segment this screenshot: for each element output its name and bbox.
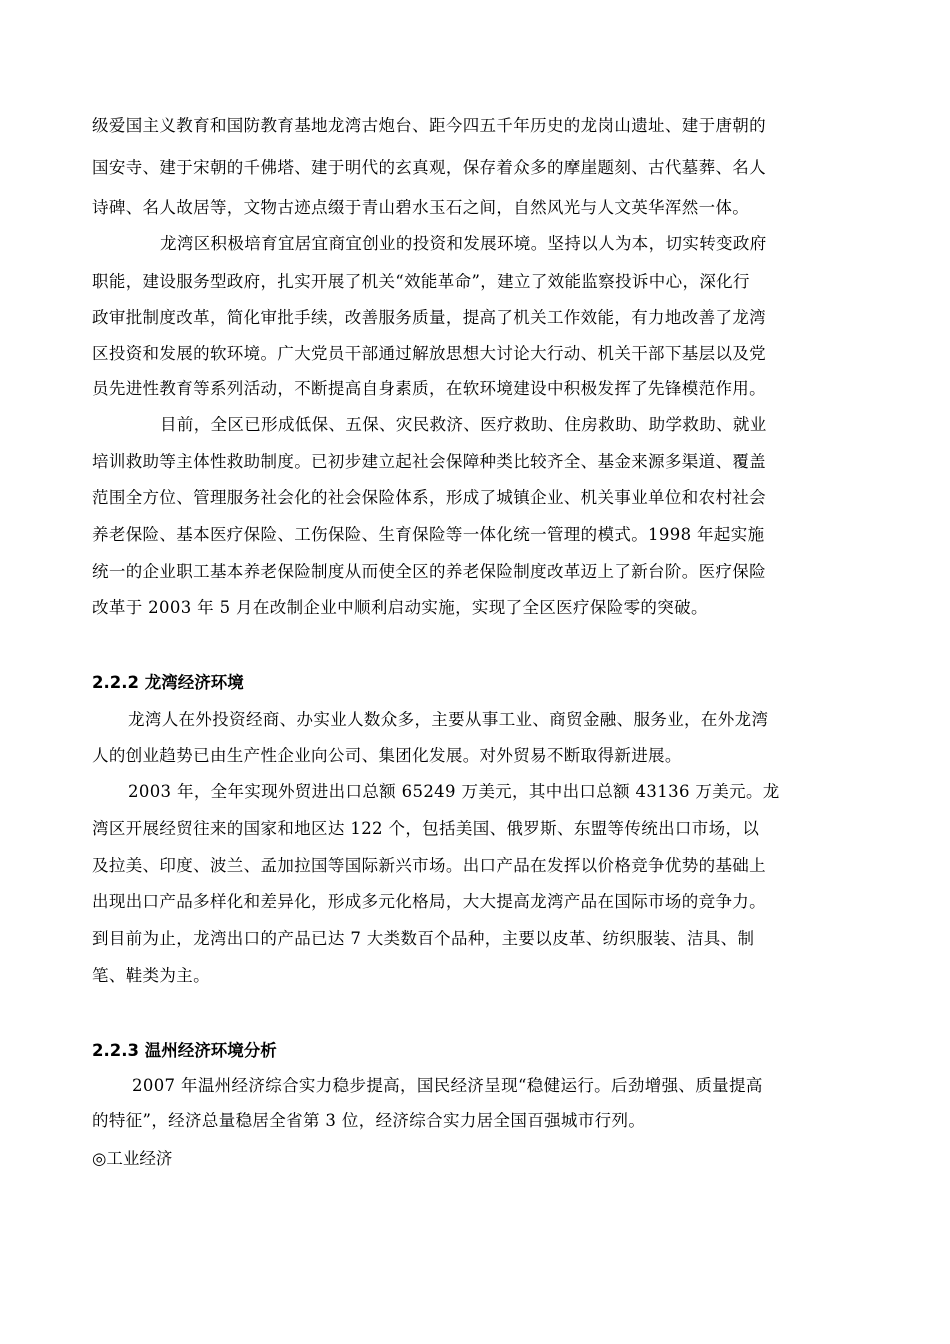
paragraph-line: 养老保险、基本医疗保险、工伤保险、生育保险等一体化统一管理的模式。1998 年起实施 (92, 525, 765, 544)
paragraph-line: 人的创业趋势已由生产性企业向公司、集团化发展。对外贸易不断取得新进展。 (92, 746, 682, 765)
paragraph-line: 目前，全区已形成低保、五保、灾民救济、医疗救助、住房救助、助学救助、就业 (160, 415, 767, 434)
paragraph-line: 改革于 2003 年 5 月在改制企业中顺利启动实施，实现了全区医疗保险零的突破。 (92, 598, 708, 617)
paragraph-line: 培训救助等主体性救助制度。已初步建立起社会保障种类比较齐全、基金来源多渠道、覆盖 (92, 452, 766, 471)
paragraph-line: 到目前为止，龙湾出口的产品已达 7 大类数百个品种，主要以皮革、纺织服装、洁具、制 (92, 929, 755, 948)
paragraph-line: 区投资和发展的软环境。广大党员干部通过解放思想大讨论大行动、机关干部下基层以及党 (92, 344, 766, 363)
paragraph-line: 2003 年，全年实现外贸进出口总额 65249 万美元，其中出口总额 43136 万美元。龙 (128, 782, 780, 801)
section-heading-2-2-3: 2.2.3 温州经济环境分析 (92, 1041, 277, 1060)
bullet-heading-industrial-economy: ◎工业经济 (92, 1149, 173, 1168)
paragraph-line: 湾区开展经贸往来的国家和地区达 122 个，包括美国、俄罗斯、东盟等传统出口市场，以 (92, 819, 760, 838)
section-heading-2-2-2: 2.2.2 龙湾经济环境 (92, 673, 244, 692)
paragraph-line: 员先进性教育等系列活动，不断提高自身素质，在软环境建设中积极发挥了先锋模范作用。 (92, 379, 766, 398)
paragraph-line: 职能，建设服务型政府，扎实开展了机关“效能革命”，建立了效能监察投诉中心，深化行 (92, 272, 750, 291)
paragraph-line: 统一的企业职工基本养老保险制度从而使全区的养老保险制度改革迈上了新台阶。医疗保险 (92, 562, 766, 581)
paragraph-line: 2007 年温州经济综合实力稳步提高，国民经济呈现“稳健运行。后劲增强、质量提高 (132, 1076, 763, 1095)
paragraph-line: 范围全方位、管理服务社会化的社会保险体系，形成了城镇企业、机关事业单位和农村社会 (92, 488, 766, 507)
paragraph-line: 龙湾区积极培育宜居宜商宜创业的投资和发展环境。坚持以人为本，切实转变政府 (160, 234, 767, 253)
paragraph-line: 诗碑、名人故居等，文物古迹点缀于青山碧水玉石之间，自然风光与人文英华浑然一体。 (92, 198, 750, 217)
paragraph-line: 的特征”，经济总量稳居全省第 3 位，经济综合实力居全国百强城市行列。 (92, 1111, 646, 1130)
paragraph-line: 龙湾人在外投资经商、办实业人数众多，主要从事工业、商贸金融、服务业，在外龙湾 (128, 710, 769, 729)
paragraph-line: 级爱国主义教育和国防教育基地龙湾古炮台、距今四五千年历史的龙岗山遗址、建于唐朝的 (92, 116, 766, 135)
paragraph-line: 国安寺、建于宋朝的千佛塔、建于明代的玄真观，保存着众多的摩崖题刻、古代墓葬、名人 (92, 158, 766, 177)
paragraph-line: 及拉美、印度、波兰、孟加拉国等国际新兴市场。出口产品在发挥以价格竞争优势的基础上 (92, 856, 766, 875)
paragraph-line: 政审批制度改革，简化审批手续，改善服务质量，提高了机关工作效能，有力地改善了龙湾 (92, 308, 766, 327)
paragraph-line: 出现出口产品多样化和差异化，形成多元化格局，大大提高龙湾产品在国际市场的竞争力。 (92, 892, 766, 911)
paragraph-line: 笔、鞋类为主。 (92, 966, 210, 985)
